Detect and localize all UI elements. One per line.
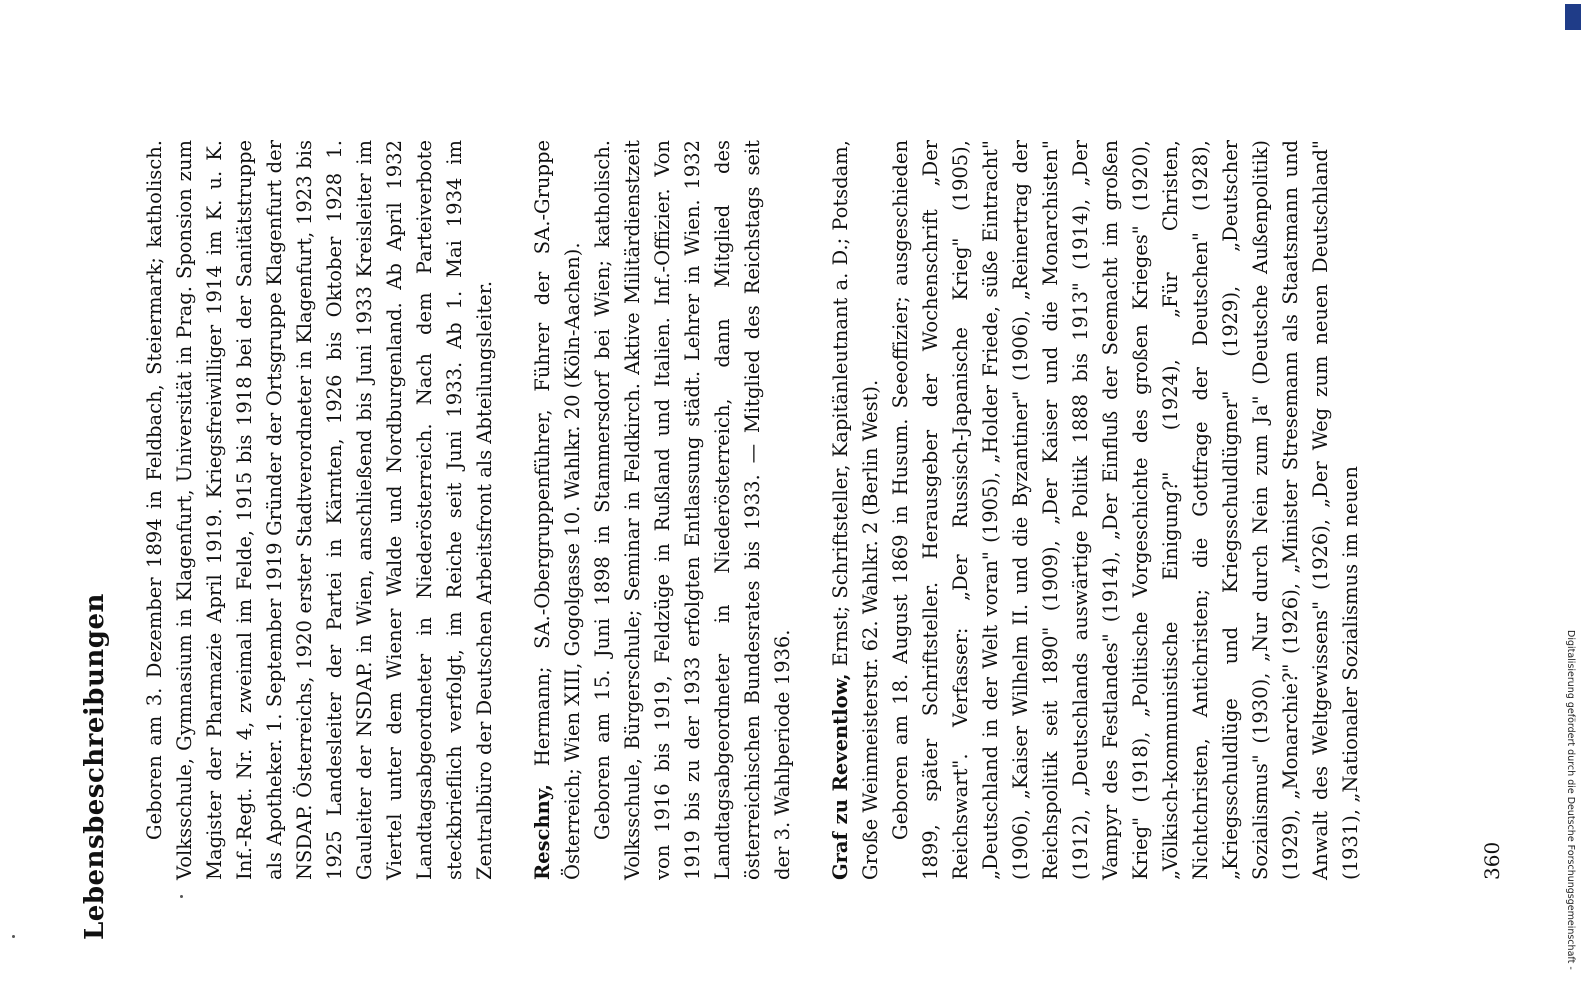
entry-1-text: Geboren am 3. Dezember 1894 in Feldbach, Steiermark; katholisch. Volksschule, Gymnasium in Klagenfurt, Universität in Prag. Sponsion zum Magister der Pharmazie April 1919. Kriegsfreiwilliger 1914 im K. u. K. Inf.-Regt. Nr. 4, zweimal im Felde, 1915 bis 1918 bei der Sanitätstruppe als Apotheker. 1. September 1919 Gründer der Ortsgruppe Klagenfurt der NSDAP. Österreichs, 1920 erster Stadtverordneter in Klagenfurt, 1923 bis 1925 Landesleiter der Partei in Kärnten, 1926 bis Oktober 1928 1. Gauleiter der NSDAP. in Wien, anschließend bis Juni 1933 Kreisleiter im Viertel unter dem Wiener Walde und Nordburgenland. Ab April 1932 Landtagsabgeordneter in Niederösterreich. Nach dem Parteiverbote steckbrieflich verfolgt, im Reiche seit Juni 1933. Ab 1. Mai 1934 im Zentralbüro der Deutschen Arbeitsfront als Abteilungsleiter. bbox=[143, 140, 496, 880]
entry-reschny-name: Reschny, bbox=[531, 783, 554, 880]
page-body bbox=[140, 140, 1394, 880]
section-title: Lebensbeschreibungen bbox=[80, 593, 110, 940]
entry-reschny-details: Hermann; SA.-Obergruppenführer, Führer der SA.-Gruppe Österreich; Wien XIII, Gogolgasse 10. Wahlkr. 20 (Köln-Aachen). bbox=[531, 140, 584, 880]
scan-speck bbox=[12, 935, 15, 938]
page-header bbox=[80, 40, 120, 940]
entry-reventlow-heading bbox=[826, 140, 886, 880]
biography-entry-reventlow bbox=[826, 140, 1366, 880]
scan-speck bbox=[180, 895, 183, 898]
dfg-note-text: Digitalisierung gefördert durch die Deutsche Forschungsgemeinschaft - bbox=[1565, 630, 1576, 970]
biography-entry-1 bbox=[140, 140, 500, 880]
entry-reventlow-name: Graf zu Reventlow, bbox=[829, 673, 852, 880]
dfg-margin-note bbox=[1562, 0, 1584, 1000]
entry-reschny-text: Geboren am 15. Juni 1898 in Stammersdorf bei Wien; katholisch. Volksschule, Bürgerschule; Seminar in Feldkirch. Aktive Militärdienstzeit von 1916 bis 1919, Feldzüge in Rußland und Italien. Inf.-Offizier. Von 1919 bis zu der 1933 erfolgten Entlassung städt. Lehrer in Wien. 1932 Landtagsabgeordneter in Niederösterreich, dann Mitglied des österreichischen Bundesrates bis 1933. — Mitglied des Reichstags seit der 3. Wahlperiode 1936. bbox=[591, 140, 794, 880]
entry-reventlow-details: Ernst; Schriftsteller, Kapitänleutnant a. D.; Potsdam, Große Weinmeisterstr. 62. Wahlkr. 2 (Berlin West). bbox=[829, 140, 882, 880]
dfg-logo bbox=[1565, 4, 1581, 30]
entry-reschny-heading bbox=[528, 140, 588, 880]
entry-reventlow-text: Geboren am 18. August 1869 in Husum. Seeoffizier; ausgeschieden 1899, später Schriftsteller. Herausgeber der Wochenschrift „Der Reichswart". Verfasser: „Der Russisch-Japanische Krieg" (1905), „Deutschland in der Welt voran" (1905), „Holder Friede, süße Eintracht" (1906), „Kaiser Wilhelm II. und die Byzantiner" (1906), „Reinertrag der Reichspolitik seit 1890" (1909), „Der Kaiser und die Monarchisten" (1912), „Deutschlands auswärtige Politik 1888 bis 1913" (1914), „Der Vampyr des Festlandes" (1914), „Der Einfluß der Seemacht im großen Krieg" (1918), „Politische Vorgeschichte des großen Krieges" (1920), „Völkisch-kommunistische Einigung?" (1924), „Für Christen, Nichtchristen, Antichristen; die Gottfrage der Deutschen" (1928), „Kriegsschuldlüge und Kriegsschuldlügner" (1929), „Deutscher Sozialismus" (1930), „Nur durch Nein zum Ja" (Deutsche Außenpolitik) (1929), „Monarchie?" (1926), „Minister Stresemann als Staatsmann und Anwalt des Weltgewissens" (1926), „Der Weg zum neuen Deutschland" (1931), „Nationaler Sozialismus im neuen bbox=[889, 140, 1362, 880]
biography-entry-reschny bbox=[528, 140, 798, 880]
page-number: 360 bbox=[1480, 841, 1504, 880]
